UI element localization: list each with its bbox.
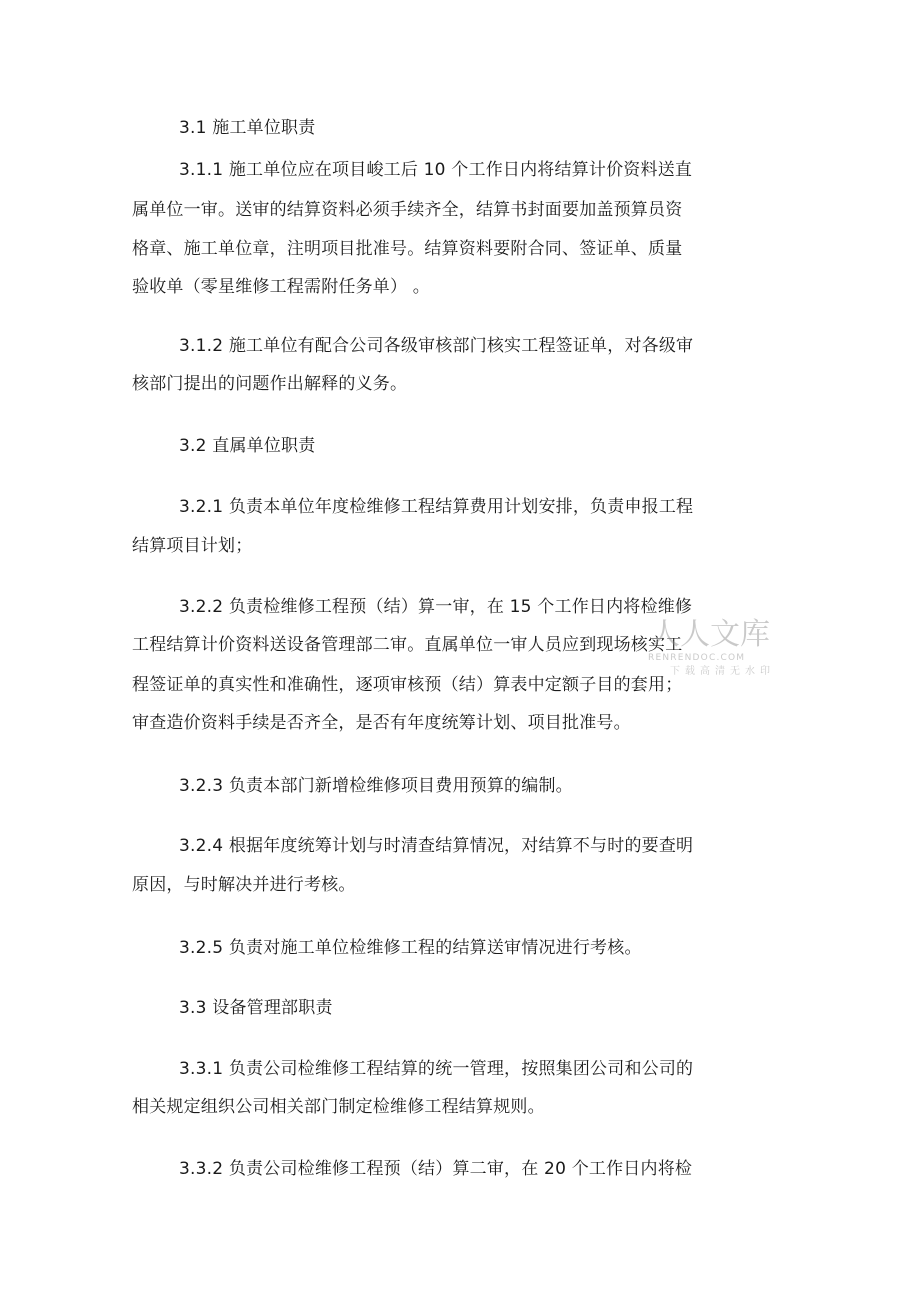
paragraph-3-1-1-line-4: 验收单（零星维修工程需附任务单） 。	[132, 277, 431, 297]
paragraph-3-2-2-line-3: 程签证单的真实性和准确性，逐项审核预（结）算表中定额子目的套用；	[132, 675, 683, 695]
section-heading-3-2: 3.2 直属单位职责	[179, 436, 316, 456]
watermark-tagline: 下载高清无水印	[670, 666, 775, 677]
paragraph-3-3-1-line-2: 相关规定组织公司相关部门制定检维修工程结算规则。	[132, 1097, 545, 1117]
paragraph-3-2-1-line-2: 结算项目计划；	[132, 536, 253, 556]
paragraph-3-2-3: 3.2.3 负责本部门新增检维修项目费用预算的编制。	[179, 776, 573, 796]
section-heading-3-3: 3.3 设备管理部职责	[179, 998, 333, 1018]
paragraph-3-1-1-line-3: 格章、施工单位章，注明项目批准号。结算资料要附合同、签证单、质量	[132, 239, 683, 259]
section-heading-3-1: 3.1 施工单位职责	[179, 118, 316, 138]
paragraph-3-2-5: 3.2.5 负责对施工单位检维修工程的结算送审情况进行考核。	[179, 938, 642, 958]
paragraph-3-3-2-line-1: 3.3.2 负责公司检维修工程预（结）算二审，在 20 个工作日内将检	[179, 1159, 693, 1179]
watermark	[648, 618, 778, 684]
paragraph-3-3-1-line-1: 3.3.1 负责公司检维修工程结算的统一管理，按照集团公司和公司的	[179, 1059, 694, 1079]
paragraph-3-2-4-line-2: 原因，与时解决并进行考核。	[132, 875, 356, 895]
watermark-logo: 人人文库	[650, 617, 770, 652]
paragraph-3-1-2-line-1: 3.1.2 施工单位有配合公司各级审核部门核实工程签证单，对各级审	[179, 336, 694, 356]
paragraph-3-2-2-line-4: 审查造价资料手续是否齐全，是否有年度统筹计划、项目批准号。	[132, 713, 631, 733]
paragraph-3-2-2-line-2: 工程结算计价资料送设备管理部二审。直属单位一审人员应到现场核实工	[132, 635, 683, 655]
paragraph-3-1-1-line-2: 属单位一审。送审的结算资料必须手续齐全，结算书封面要加盖预算员资	[132, 200, 683, 220]
paragraph-3-2-2-line-1: 3.2.2 负责检维修工程预（结）算一审，在 15 个工作日内将检维修	[179, 597, 693, 617]
watermark-url: RENRENDOC.COM	[648, 653, 746, 663]
paragraph-3-1-2-line-2: 核部门提出的问题作出解释的义务。	[132, 374, 408, 394]
paragraph-3-2-4-line-1: 3.2.4 根据年度统筹计划与时清查结算情况，对结算不与时的要查明	[179, 836, 694, 856]
paragraph-3-1-1-line-1: 3.1.1 施工单位应在项目峻工后 10 个工作日内将结算计价资料送直	[179, 160, 693, 180]
paragraph-3-2-1-line-1: 3.2.1 负责本单位年度检维修工程结算费用计划安排，负责申报工程	[179, 497, 694, 517]
